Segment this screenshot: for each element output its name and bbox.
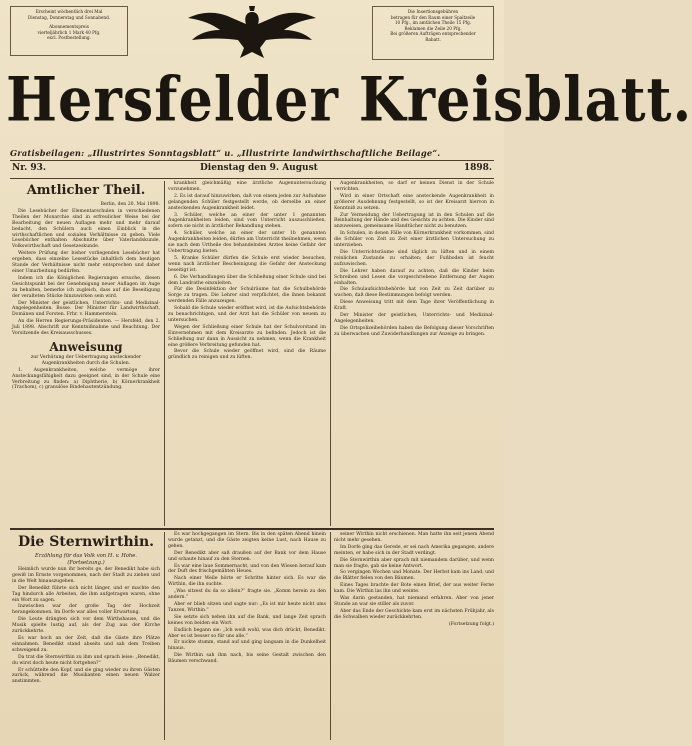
- article-column: [334, 181, 494, 526]
- paragraph: Es war hoch an der Zeit, daß die Gäste ihre Plätze einnahmen. Benedikt stand abseits und sah dem Treiben schweigend zu.: [12, 635, 160, 653]
- paragraph: Berlin, den 20. Mai 1898.: [100, 202, 160, 207]
- paragraph: Die Unterrichtsräume sind täglich zu lüften und in einem reinlichen Zustande zu erhalten; der Fußboden ist feucht aufzuwischen.: [334, 249, 494, 267]
- paragraph: Aber er blieb sitzen und sagte nur: „Es ist mir heute nicht ums Tanzen, Wirthin.“: [168, 601, 326, 613]
- paragraph: Die Sternwirthin aber sprach mit niemandem darüber, und wenn man sie fragte, gab sie keine Antwort.: [334, 557, 494, 569]
- box-line: betragen für den Raum einer Spaltzeile: [390, 14, 476, 20]
- paragraph: 1. Augenkrankheiten, welche vermöge ihrer Ansteckungsfähigkeit dazu geeignet sind, in der Schule eine Verbreitung zu finden: a) Diphtherie, b) Körnerkrankheit (Trachom), c) granulöse Bindehautentzündung.: [12, 367, 160, 391]
- paragraph: Eines Tages brachte der Bote einen Brief, der aus weiter Ferne kam. Die Wirthin las ihn und weinte.: [334, 583, 494, 595]
- paragraph: 3. Schüler, welche an einer der unter 1 genannten Augenkrankheiten leiden, sind vom Unterricht auszuschließen, sofern sie nicht in ärztlicher Behandlung stehen.: [168, 212, 326, 230]
- paragraph: Es war hochgegangen im Stern. Bis in den späten Abend hinein wurde getanzt, und die Gäste zeigten keine Lust, nach Hause zu gehen.: [168, 532, 326, 549]
- box-line: Dienstag, Donnerstag und Sonnabend.: [27, 14, 111, 20]
- paragraph: Die Ortspolizeibehörden haben die Befolgung dieser Vorschriften zu überwachen und Zuwiderhandlungen zur Anzeige zu bringen.: [334, 325, 494, 337]
- box-line: vierteljährlich 1 Mark 40 Pfg.: [37, 29, 101, 35]
- official-section-column: [12, 181, 160, 526]
- story-column: [168, 532, 326, 740]
- box-line: Reklamen die Zeile 20 Pfg.: [404, 25, 462, 31]
- story-column: [334, 532, 494, 740]
- paragraph: Zur Vermeidung der Uebertragung ist in den Schulen auf die Reinhaltung der Hände und des Gesichts zu achten. Die Kinder sind anzuweisen, gemeinsame Handtücher nicht zu benutzen.: [334, 212, 494, 230]
- paragraph: zur Verhütung der Uebertragung ansteckender Augenkrankheiten durch die Schulen.: [30, 354, 142, 366]
- paragraph: (Fortsetzung folgt.): [448, 621, 494, 627]
- story-column: [12, 532, 160, 740]
- newspaper-title: Hersfelder Kreisblatt.: [6, 63, 692, 135]
- feuilleton-divider: [10, 528, 494, 530]
- paragraph: An die Herren Regierungs-Präsidenten. — Hersfeld, den 2. Juli 1898. Abschrift zur Kenntnißnahme und Beachtung. Der Vorsitzende des Kreisausschusses.: [12, 319, 160, 337]
- paragraph: Er nickte stumm, stand auf und ging langsam in die Dunkelheit hinaus.: [168, 640, 326, 652]
- story-subtitle: Erzählung für das Volk von H. v. Hohe.: [35, 553, 137, 559]
- paragraph: Die Lehrer haben darauf zu achten, daß die Kinder beim Schreiben und Lesen die vorgeschriebene Entfernung der Augen einhalten.: [334, 268, 494, 286]
- paragraph: Weitere Prüfung der bisher vorliegenden Lesebücher hat ergeben, dass einzelne Lesestücke inhaltlich dem heutigen Stande der Verhältnisse nicht mehr entsprechen und daher einer Umarbeitung bedürfen.: [12, 251, 160, 274]
- box-line: Erscheint wöchentlich drei Mal: [35, 9, 103, 14]
- paragraph: 2. Es ist darauf hinzuwirken, daß von einem jeden zur Aufnahme gelangenden Schüler festgestellt werde, ob derselbe an einer ansteckenden Augenkrankheit leidet.: [168, 193, 326, 211]
- paragraph: Inzwischen war der große Tag der Hochzeit herangekommen. Im Dorfe war alles voller Erwartung.: [12, 604, 160, 616]
- paragraph: Die Leute drängten sich vor dem Wirthshause, und die Musik spielte lustig auf, als der Zug aus der Kirche zurückkehrte.: [12, 617, 160, 635]
- column-divider: [164, 181, 165, 526]
- paragraph: seiner Wirthin nicht erschienen. Man hatte ihn seit jenem Abend nicht mehr gesehen.: [334, 532, 494, 543]
- paragraph: Heimlich wurde nun ihr bereits ge, der Benedikt habe sich gewiß im Ernste vorgenommen, nach der Stadt zu ziehen und in die Welt hinauszugehen.: [12, 567, 160, 584]
- paragraph: Der Benedikt aber saß draußen auf der Bank vor dem Hause und schaute hinauf zu den Sternen.: [168, 550, 326, 562]
- paragraph: Sobald die Schule wieder eröffnet wird, ist die Aufsichtsbehörde zu benachrichtigen, und der Arzt hat die Schüler von neuem zu untersuchen.: [168, 306, 326, 323]
- story-continuation: (Fortsetzung.): [67, 560, 105, 566]
- issue-date: Dienstag den 9. August: [200, 163, 318, 173]
- article-column: [168, 181, 326, 526]
- paragraph: Für die Desinfektion der Schulräume hat die Schulbehörde Sorge zu tragen. Die Lehrer sind verpflichtet, die ihnen bekannt werdenden Fälle anzuzeigen.: [168, 287, 326, 305]
- paragraph: 6. Die Verhandlungen über die Schließung einer Schule sind bei dem Landrathe einzuleiten.: [168, 274, 326, 286]
- paragraph: Sie setzte sich neben ihn auf die Bank, und lange Zeit sprach keines von beiden ein Wort.: [168, 614, 326, 626]
- issue-number: Nr. 93.: [12, 163, 47, 173]
- paragraph: Endlich begann sie: „Ich weiß wohl, was dich drückt, Benedikt. Aber es ist besser so für uns alle.“: [168, 627, 326, 639]
- paragraph: Der Minister der geistlichen, Unterrichts- und Medizinal-Angelegenheiten.: [334, 313, 494, 324]
- paragraph: 4. Schüler, welche an einer der unter 1b genannten Augenkrankheiten leiden, dürfen am Unterricht theilnehmen, wenn sie nach dem Urtheile des behandelnden Arztes keine Gefahr der Uebertragung bieten.: [168, 231, 326, 254]
- subscription-info-box: [10, 6, 128, 56]
- paragraph: Er schüttelte den Kopf, und sie ging wieder zu ihren Gästen zurück, während die Musikanten einen neuen Walzer anstimmten.: [12, 667, 160, 685]
- paragraph: Die Schulaufsichtsbehörde hat von Zeit zu Zeit darüber zu wachen, daß diese Bestimmungen befolgt werden.: [334, 287, 494, 299]
- column-divider: [330, 532, 331, 740]
- advertising-rates-box: [372, 6, 494, 60]
- section-heading: Anweisung: [49, 339, 123, 354]
- paragraph: Der Benedikt führte sich nicht länger, und er machte den Tag hindurch alle Arbeiten, die ihm aufgetragen waren, ohne ein Wort zu sagen.: [12, 585, 160, 603]
- box-line: excl. Postbestellung.: [47, 35, 91, 41]
- supplements-line: Gratisbeilagen: „Illustrirtes Sonntagsblatt“ u. „Illustrirte landwirthschaftliche Beilage“.: [10, 148, 441, 158]
- issue-year: 1898.: [463, 163, 492, 173]
- paragraph: Die Lesebücher der Elementarschulen in verschiedenen Theilen der Monarchie sind in erfreulicher Weise bei der Bearbeitung der neuen Auflagen mehr und mehr darauf bedacht, den Schülern auch einen Einblick in die wirthschaftlichen und sozialen Verhältnisse zu geben. Viele Lesebücher enthalten Abschnitte über Vaterlandskunde, Volkswirthschaft und Gesetzeskunde.: [12, 208, 160, 250]
- paragraph: krankheit gleichmäßig eine ärztliche Augenuntersuchung vorzunehmen.: [168, 181, 326, 192]
- paragraph: Indem ich die Königlichen Regierungen ersuche, diesen Gesichtspunkt bei der Genehmigung neuer Auflagen im Auge zu behalten, bemerke ich zugleich, dass auf die Beseitigung der veralteten Stücke hinzuwirken sein wird.: [12, 275, 160, 299]
- column-divider: [164, 532, 165, 740]
- paragraph: Da trat die Sternwirthin zu ihm und sprach leise: „Benedikt, du wirst doch heute nicht fortgehen?“: [12, 654, 160, 666]
- paragraph: Bevor die Schule wieder geöffnet wird, sind die Räume gründlich zu reinigen und zu lüften.: [168, 349, 326, 361]
- divider: [10, 160, 494, 161]
- paragraph: Es war eine laue Sommernacht, und von den Wiesen herauf kam der Duft des frischgemähten Heues.: [168, 563, 326, 575]
- paragraph: So vergingen Wochen und Monate. Der Herbst kam ins Land, und die Blätter fielen von den Bäumen.: [334, 570, 494, 582]
- paragraph: Augenkrankheiten, so darf er keinen Dienst in der Schule verrichten.: [334, 181, 494, 192]
- divider: [10, 178, 494, 179]
- section-heading: Amtlicher Theil.: [26, 183, 146, 198]
- paragraph: 5. Kranke Schüler dürfen die Schule erst wieder besuchen, wenn nach ärztlicher Bescheinigung die Gefahr der Ansteckung beseitigt ist.: [168, 255, 326, 273]
- paragraph: Im Dorfe ging das Gerede, er sei nach Amerika gegangen, andere meinten, er habe sich in der Stadt verdingt.: [334, 544, 494, 556]
- paragraph: „Was sitzest du da so allein?“ fragte sie. „Komm herein zu den andern.“: [168, 589, 326, 601]
- story-title: Die Sternwirthin.: [17, 534, 155, 550]
- box-line: Die Insertionsgebühren: [407, 9, 459, 14]
- dateline: [10, 163, 494, 177]
- paragraph: Der Minister der geistlichen, Unterrichts- und Medizinal-Angelegenheiten. Bosse. Der Minister für Landwirthschaft, Domänen und Forsten. Frhr. v. Hammerstein.: [12, 300, 160, 318]
- eagle-emblem-icon: [186, 4, 318, 60]
- paragraph: Die Wirthin sah ihm nach, bis seine Gestalt zwischen den Bäumen verschwand.: [168, 653, 326, 665]
- paragraph: Wird in einer Ortschaft eine ansteckende Augenkrankheit in größerer Ausdehnung festgestellt, so ist der Kreisarzt hiervon in Kenntniß zu setzen.: [334, 193, 494, 211]
- paragraph: Aber das Ende der Geschichte kam erst im nächsten Frühjahr, als die Schwalben wieder zurückkehrten.: [334, 608, 494, 620]
- column-divider: [330, 181, 331, 526]
- box-line: Abonnementspreis: [49, 24, 89, 30]
- paragraph: Nach einer Weile hörte er Schritte hinter sich. Es war die Wirthin, die ihn suchte.: [168, 576, 326, 588]
- paragraph: Diese Anweisung tritt mit dem Tage ihrer Veröffentlichung in Kraft.: [334, 300, 494, 312]
- box-line: Rabatt.: [425, 36, 441, 42]
- box-line: Bei größeren Aufträgen entsprechender: [390, 31, 476, 37]
- box-line: 10 Pfg., im amtlichen Theile 15 Pfg.: [394, 20, 472, 26]
- paragraph: Was darin gestanden, hat niemand erfahren. Aber von jener Stunde an war sie stiller als zuvor.: [334, 596, 494, 607]
- paragraph: In Schulen, in denen Fälle von Körnerkrankheit vorkommen, sind die Schüler von Zeit zu Zeit einer ärztlichen Untersuchung zu unterziehen.: [334, 231, 494, 249]
- paragraph: Wegen der Schließung einer Schule hat der Schulvorstand im Einvernehmen mit dem Kreisarzte zu befinden. Jedoch ist die Schließung nur dann in Aussicht zu nehmen, wenn die Krankheit eine größere Verbreitung gefunden hat.: [168, 324, 326, 348]
